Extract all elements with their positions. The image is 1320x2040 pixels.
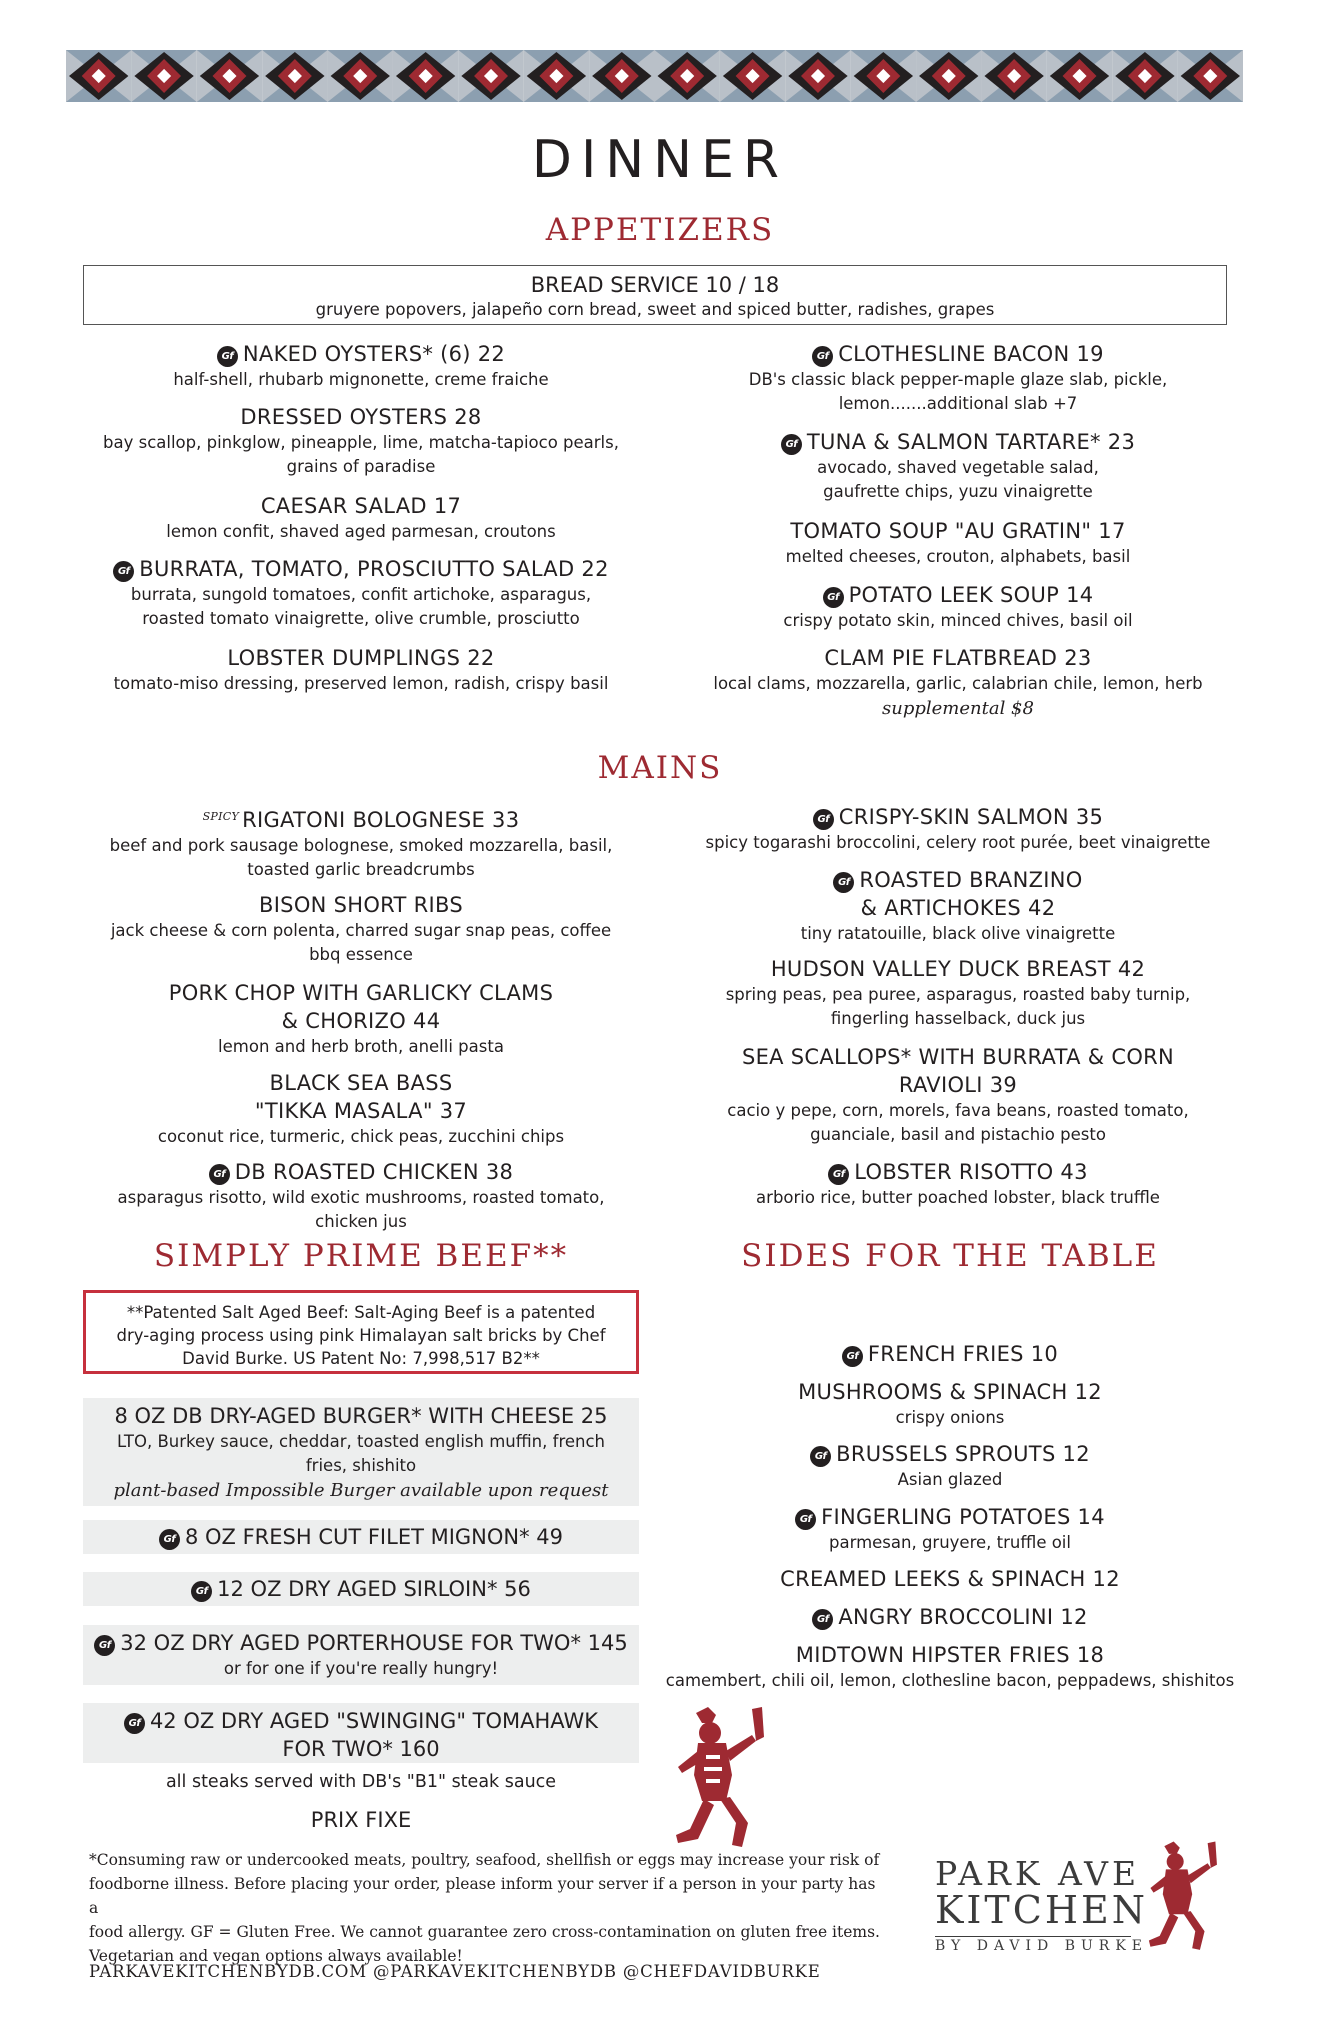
menu-item-description: gaufrette chips, yuzu vinaigrette [823,482,1093,501]
gluten-free-icon: Gf [833,872,854,893]
menu-item-description: crispy potato skin, minced chives, basil oil [783,611,1133,630]
menu-item-name-line [680,644,1236,672]
menu-item [680,644,1236,722]
patent-line: David Burke. US Patent No: 7,998,517 B2** [182,1349,540,1368]
menu-item-name-line [83,1158,639,1186]
menu-item-description: asparagus risotto, wild exotic mushrooms, roasted tomato, [117,1188,605,1207]
menu-item-description: fries, shishito [305,1456,417,1475]
menu-item [83,644,639,696]
menu-item-description: burrata, sungold tomatoes, confit artichoke, asparagus, [130,585,592,604]
menu-item-description: crispy onions [895,1408,1005,1427]
gluten-free-icon: Gf [217,346,238,367]
gluten-free-icon: Gf [159,1529,180,1550]
menu-item [83,1572,639,1606]
menu-item-description: coconut rice, turmeric, chick peas, zucchini chips [157,1127,565,1146]
menu-item-name: BLACK SEA BASS [269,1071,453,1095]
gluten-free-icon: Gf [781,434,802,455]
menu-item-name-line [650,1603,1250,1631]
menu-item-name: BRUSSELS SPROUTS 12 [836,1442,1090,1466]
menu-item-name-line [83,403,639,431]
menu-item-name-line [680,517,1236,545]
menu-item-name-line [83,1402,639,1430]
menu-item-name: DB ROASTED CHICKEN 38 [234,1160,514,1184]
disclaimer-line: *Consuming raw or undercooked meats, poultry, seafood, shellfish or eggs may increase your risk of [89,1851,880,1869]
gluten-free-icon: Gf [812,1609,833,1630]
gluten-free-icon: Gf [823,587,844,608]
menu-item [650,1378,1250,1430]
menu-item [680,340,1236,416]
bread-service-box [83,265,1227,325]
decorative-pattern-strip [66,50,1243,102]
menu-item-name-line [83,1629,639,1657]
steak-sauce-note: all steaks served with DB's "B1" steak sauce [165,1772,557,1792]
menu-item-name-line [680,340,1236,368]
gluten-free-icon: Gf [795,1509,816,1530]
menu-item-name-line [83,1575,639,1603]
menu-item-name: ANGRY BROCCOLINI 12 [838,1605,1088,1629]
spicy-icon: SPICY [202,810,240,823]
gluten-free-icon: Gf [842,1346,863,1367]
menu-item-name: LOBSTER RISOTTO 43 [854,1160,1088,1184]
menu-item-name: HUDSON VALLEY DUCK BREAST 42 [770,957,1146,981]
page-title: DINNER [531,130,789,190]
disclaimer-line: Vegetarian and vegan options always available! [89,1947,463,1965]
gluten-free-icon: Gf [191,1581,212,1602]
menu-item [650,1503,1250,1555]
menu-item-name: CRISPY-SKIN SALMON 35 [838,805,1104,829]
menu-item-name: RIGATONI BOLOGNESE 33 [242,808,520,832]
menu-item-name-line [83,492,639,520]
menu-item-description: tiny ratatouille, black olive vinaigrette [800,924,1116,943]
menu-item-name-line [680,866,1236,894]
menu-item-description: camembert, chili oil, lemon, clothesline bacon, peppadews, shishitos [665,1671,1235,1690]
menu-item-description: grains of paradise [286,457,436,476]
menu-item-name: 12 OZ DRY AGED SIRLOIN* 56 [217,1577,531,1601]
menu-item-name: SEA SCALLOPS* WITH BURRATA & CORN [741,1045,1175,1069]
footer-links: PARKAVEKITCHENBYDB.COM @PARKAVEKITCHENBYDB @CHEFDAVIDBURKE [89,1962,821,1981]
menu-item-description: lemon.......additional slab +7 [838,394,1078,413]
menu-item [83,340,639,392]
menu-item [680,581,1236,633]
menu-item-name-line [650,1503,1250,1531]
menu-item [83,803,639,882]
menu-item-name: ROASTED BRANZINO [859,868,1083,892]
menu-item-name: BURRATA, TOMATO, PROSCIUTTO SALAD 22 [139,557,609,581]
gluten-free-icon: Gf [810,1446,831,1467]
menu-item-name-line [83,1735,639,1763]
menu-item-name-line [83,1097,639,1125]
menu-item-name: FRENCH FRIES 10 [867,1342,1059,1366]
menu-item-name: CAESAR SALAD 17 [260,494,462,518]
menu-item-name: "TIKKA MASALA" 37 [254,1099,468,1123]
menu-item-name: & CHORIZO 44 [281,1009,441,1033]
menu-item-description: lemon confit, shaved aged parmesan, croutons [166,522,556,541]
menu-item-name: 42 OZ DRY AGED "SWINGING" TOMAHAWK [149,1709,599,1733]
menu-item-name-line [83,979,639,1007]
menu-item-description: jack cheese & corn polenta, charred sugar snap peas, coffee [110,921,612,940]
section-title-sides: SIDES FOR THE TABLE [741,1238,1159,1274]
menu-item [680,517,1236,569]
menu-item [83,1520,639,1554]
menu-item-description: bay scallop, pinkglow, pineapple, lime, matcha-tapioco pearls, [103,433,619,452]
menu-item-name: NAKED OYSTERS* (6) 22 [242,342,506,366]
menu-item-name-line [83,891,639,919]
logo-line-2: KITCHEN [935,1888,1148,1932]
menu-item-name-line [650,1378,1250,1406]
restaurant-logo [935,1840,1235,1960]
menu-item [650,1440,1250,1492]
menu-item-description: local clams, mozzarella, garlic, calabrian chile, lemon, herb [713,674,1203,693]
logo-line-3: BY DAVID BURKE [935,1938,1148,1954]
patent-line: **Patented Salt Aged Beef: Salt-Aging Beef is a patented [126,1303,596,1322]
menu-item-description: arborio rice, butter poached lobster, black truffle [756,1188,1160,1207]
menu-item [83,979,639,1059]
gluten-free-icon: Gf [828,1164,849,1185]
menu-item-description: fingerling hasselback, duck jus [830,1009,1086,1028]
menu-item-name: 32 OZ DRY AGED PORTERHOUSE FOR TWO* 145 [120,1631,628,1655]
menu-item [680,866,1236,946]
logo-chef-icon [1141,1840,1231,1956]
chef-mascot-illustration [668,1705,780,1855]
gluten-free-icon: Gf [113,561,134,582]
menu-item [83,1625,639,1685]
menu-item-name: 8 OZ FRESH CUT FILET MIGNON* 49 [184,1525,564,1549]
logo-divider [935,1936,1131,1937]
disclaimer-line: foodborne illness. Before placing your order, please inform your server if a person in your party has a [89,1875,876,1917]
gluten-free-icon: Gf [124,1713,145,1734]
menu-item-description: spicy togarashi broccolini, celery root purée, beet vinaigrette [705,833,1211,852]
menu-item-description: toasted garlic breadcrumbs [247,860,475,879]
menu-item-name-line [650,1440,1250,1468]
menu-item-name-line [83,644,639,672]
menu-item-name: BISON SHORT RIBS [258,893,463,917]
menu-item-name-line [83,340,639,368]
menu-item-name-line [680,1043,1236,1071]
menu-item-description: Asian glazed [897,1470,1003,1489]
menu-item [83,1069,639,1149]
gluten-free-icon: Gf [209,1164,230,1185]
menu-item-name-line [650,1641,1250,1669]
menu-item-name-line [680,428,1236,456]
menu-item-description: cacio y pepe, corn, morels, fava beans, roasted tomato, [727,1101,1189,1120]
menu-item [680,955,1236,1031]
menu-item-name: CREAMED LEEKS & SPINACH 12 [780,1567,1120,1591]
menu-item-name: TUNA & SALMON TARTARE* 23 [806,430,1136,454]
menu-item-description: chicken jus [315,1212,407,1231]
menu-item-name-line [680,894,1236,922]
patent-notice-box [83,1290,639,1374]
gluten-free-icon: Gf [813,809,834,830]
menu-item-description: or for one if you're really hungry! [223,1659,499,1678]
menu-item-name-line [680,955,1236,983]
menu-item [83,1158,639,1234]
menu-item-name: CLAM PIE FLATBREAD 23 [824,646,1092,670]
menu-item-description: melted cheeses, crouton, alphabets, basil [785,547,1131,566]
menu-item-name-line [680,1158,1236,1186]
bread-service-desc: gruyere popovers, jalapeño corn bread, sweet and spiced butter, radishes, grapes [315,300,995,319]
menu-item [83,555,639,631]
menu-item-description: tomato-miso dressing, preserved lemon, radish, crispy basil [113,674,609,693]
menu-item-name-line [83,1707,639,1735]
menu-item-description: spring peas, pea puree, asparagus, roasted baby turnip, [725,985,1191,1004]
menu-item-description: avocado, shaved vegetable salad, [817,458,1099,477]
menu-item-description: parmesan, gruyere, truffle oil [829,1533,1071,1552]
section-title-mains: MAINS [597,750,723,786]
menu-item-name-line [83,1007,639,1035]
menu-item [83,891,639,967]
menu-item-name-line [83,1523,639,1551]
menu-item-name: MUSHROOMS & SPINACH 12 [798,1380,1102,1404]
menu-item-name: TOMATO SOUP "AU GRATIN" 17 [790,519,1126,543]
menu-item-name: RAVIOLI 39 [898,1073,1018,1097]
food-safety-disclaimer [89,1848,889,1968]
menu-item-name: POTATO LEEK SOUP 14 [848,583,1094,607]
logo-line-1: PARK AVE [935,1854,1141,1893]
menu-item-description: DB's classic black pepper-maple glaze slab, pickle, [748,370,1168,389]
menu-item-name: LOBSTER DUMPLINGS 22 [227,646,495,670]
menu-item [680,1043,1236,1147]
menu-item-name: PORK CHOP WITH GARLICKY CLAMS [168,981,554,1005]
disclaimer-line: food allergy. GF = Gluten Free. We cannot guarantee zero cross-contamination on gluten free items. [89,1923,880,1941]
prix-fixe-label: PRIX FIXE [310,1808,412,1832]
menu-item-name: CLOTHESLINE BACON 19 [838,342,1104,366]
menu-item-description: guanciale, basil and pistachio pesto [810,1125,1106,1144]
menu-item-name-line [83,803,639,834]
menu-item-name: & ARTICHOKES 42 [860,896,1056,920]
menu-item-name-line [650,1340,1250,1368]
menu-item-name: 8 OZ DB DRY-AGED BURGER* WITH CHEESE 25 [114,1404,608,1428]
menu-item-note: plant-based Impossible Burger available upon request [113,1480,609,1501]
menu-item-name-line [680,803,1236,831]
menu-item-description: half-shell, rhubarb mignonette, creme fraiche [173,370,549,389]
menu-item-name-line [83,555,639,583]
menu-item-description: bbq essence [309,945,413,964]
gluten-free-icon: Gf [812,346,833,367]
menu-item [650,1565,1250,1593]
menu-item-name: DRESSED OYSTERS 28 [240,405,482,429]
menu-item-description: lemon and herb broth, anelli pasta [218,1037,504,1056]
menu-item [83,1703,639,1763]
menu-item-description: LTO, Burkey sauce, cheddar, toasted english muffin, french [116,1432,605,1451]
section-title-appetizers: APPETIZERS [545,212,775,248]
menu-item [650,1603,1250,1631]
menu-item-name: MIDTOWN HIPSTER FRIES 18 [795,1643,1105,1667]
menu-item-name-line [680,581,1236,609]
menu-item-description: roasted tomato vinaigrette, olive crumble, prosciutto [142,609,580,628]
menu-item-name-line [680,1071,1236,1099]
patent-line: dry-aging process using pink Himalayan salt bricks by Chef [116,1326,606,1345]
menu-item [680,1158,1236,1210]
gluten-free-icon: Gf [94,1635,115,1656]
menu-item [650,1641,1250,1693]
menu-item-name-line [650,1565,1250,1593]
menu-item [83,492,639,544]
menu-item [83,1398,639,1506]
section-title-beef: SIMPLY PRIME BEEF** [153,1238,569,1274]
menu-item [680,803,1236,855]
menu-item [650,1340,1250,1368]
menu-item-name-line [83,1069,639,1097]
menu-item-note: supplemental $8 [882,698,1034,719]
bread-service-name: BREAD SERVICE 10 / 18 [530,273,780,297]
menu-item-name: FINGERLING POTATOES 14 [821,1505,1105,1529]
menu-item-description: beef and pork sausage bolognese, smoked mozzarella, basil, [109,836,613,855]
menu-item [83,403,639,479]
menu-item-name: FOR TWO* 160 [282,1737,440,1761]
menu-item [680,428,1236,504]
